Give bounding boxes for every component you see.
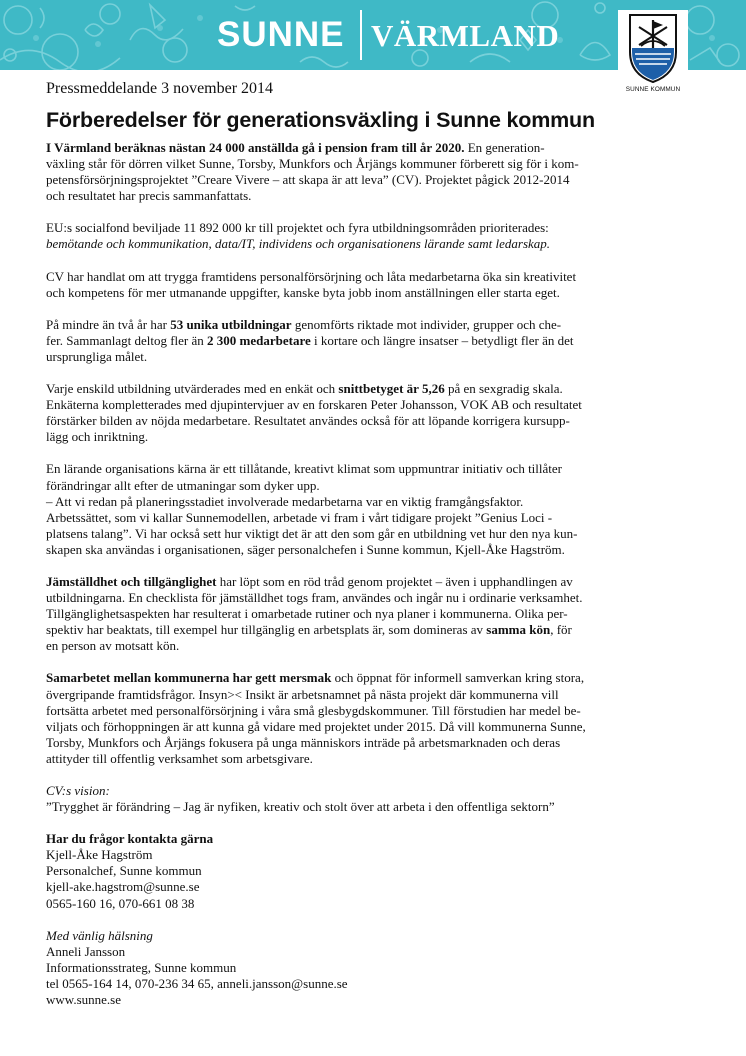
vision-quote: ”Trygghet är förändring – Jag är nyfiken, kreativ och stolt över att arbeta i den offentliga sektorn”: [46, 799, 555, 815]
equality-paragraph: Jämställdhet och tillgänglighet har löpt som en röd tråd genom projektet – även i upphandlingen av utbildningarna. En checklista för jämställdhet togs fram, användes och ingår nu i ordinarie verksamhet. Tillgänglighetsaspekten har resulterat i omarbetade rutiner och nya planer i kommunerna. Olika per- spektiv har beaktats, till exempel hur tillgänglig en arbetsplats är, som domineras av samma kön, för en person av motsatt kön.: [46, 573, 583, 654]
crest-caption: SUNNE KOMMUN: [625, 86, 681, 93]
contact-name: Kjell-Åke Hagström: [46, 847, 153, 863]
sunne-coat-of-arms-icon: [627, 12, 679, 84]
signoff-role: Informationsstrateg, Sunne kommun: [46, 959, 237, 975]
signoff-greeting: Med vänlig hälsning: [46, 927, 153, 943]
results-paragraph: På mindre än två år har 53 unika utbildningar genomförts riktade mot individer, grupper och che- fer. Sammanlagt deltog fler än 2 300 medarbetare i kortare och längre insatser – betydligt fler än det ursprungliga målet.: [46, 316, 574, 364]
logo-divider: [360, 10, 362, 60]
logo-sunne: SUNNE: [217, 15, 345, 54]
contact-phone: 0565-160 16, 070-661 08 38: [46, 895, 195, 911]
vision-heading: CV:s vision:: [46, 783, 110, 798]
dateline: Pressmeddelande 3 november 2014: [46, 80, 274, 97]
evaluation-paragraph: Varje enskild utbildning utvärderades med en enkät och snittbetyget är 5,26 på en sexgradig skala. Enkäterna kompletterades med djupintervjuer av en forskaren Peter Johansson, VOK AB och resultatet förstärker bilden av nöjda medarbetare. Resultatet användes också för att löpande korrigera kursupp- lägg och inriktning.: [46, 381, 582, 445]
contact-role: Personalchef, Sunne kommun: [46, 863, 202, 879]
intro-lead: I Värmland beräknas nästan 24 000 anställda gå i pension fram till år 2020.: [46, 140, 465, 155]
contact-email[interactable]: kjell-ake.hagstrom@sunne.se: [46, 879, 200, 895]
funding-paragraph: EU:s socialfond beviljade 11 892 000 kr till projektet och fyra utbildningsområden prioriterades: bemötande och kommunikation, data/IT, individens och organisationens lärande samt ledarskap.: [46, 220, 551, 252]
contact-block: [46, 831, 646, 911]
vision-block: [46, 783, 646, 815]
signoff-block: [46, 928, 646, 1008]
logo-varmland: VÄRMLAND: [371, 18, 560, 53]
website-link[interactable]: www.sunne.se: [46, 992, 121, 1008]
contact-heading: Har du frågor kontakta gärna: [46, 831, 214, 847]
signoff-name: Anneli Jansson: [46, 943, 126, 959]
page-title: Förberedelser för generationsväxling i Sunne kommun: [46, 108, 595, 132]
organisation-paragraph: En lärande organisations kärna är ett tillåtande, kreativt klimat som uppmuntrar initiativ och tillåter förändringar allt efter de utmaningar som dyker upp. – Att vi redan på planeringsstadiet involverade medarbetarna var en viktig framgångsfaktor. Arbetssättet, som vi kallar Sunnemodellen, arbetade vi fram i vårt tidigare projekt ”Genius Loci - platsens talang”. Vi har också sett hur viktigt det är att den som går en utbildning vet hur den nya kun- skapen ska användas i organisationen, säger personalchefen i Sunne kommun, Kjell-Åke Hagström.: [46, 461, 578, 557]
intro-paragraph: I Värmland beräknas nästan 24 000 anställda gå i pension fram till år 2020. En generation- växling står för dörren vilket Sunne, Torsby, Munkfors och Årjängs kommuner förberett sig för i kom- petensförsörjningsprojektet ”Creare Vivere – att skapa är att leva” (CV). Projektet pågick 2012-2014 och resultatet har precis sammanfattats.: [46, 140, 579, 204]
collaboration-paragraph: Samarbetet mellan kommunerna har gett mersmak och öppnat för informell samverkan kring stora, övergripande framtidsfrågor. Insyn>< Insikt är arbetsnamnet på nästa projekt där kommunerna vill fortsätta arbetet med personalförsörjning i våra små glesbygdskommuner. Till förstudien har medel be- viljats och förhoppningen är att kunna gå vidare med projektet under 2015. Då vill kommunerna Sunne, Torsby, Munkfors och Årjängs fokusera på unga människors inträde på arbetsmarknaden och deras attityder till offentlig verksamhet som arbetsgivare.: [46, 670, 586, 766]
signoff-contact: tel 0565-164 14, 070-236 34 65, anneli.jansson@sunne.se: [46, 975, 348, 991]
goals-paragraph: CV har handlat om att trygga framtidens personalförsörjning och låta medarbetarna öka sin kreativitet och kompetens för mer utmanande uppgifter, kanske byta jobb inom anställningen eller starta eget.: [46, 268, 577, 300]
press-release-body: [46, 79, 646, 1008]
